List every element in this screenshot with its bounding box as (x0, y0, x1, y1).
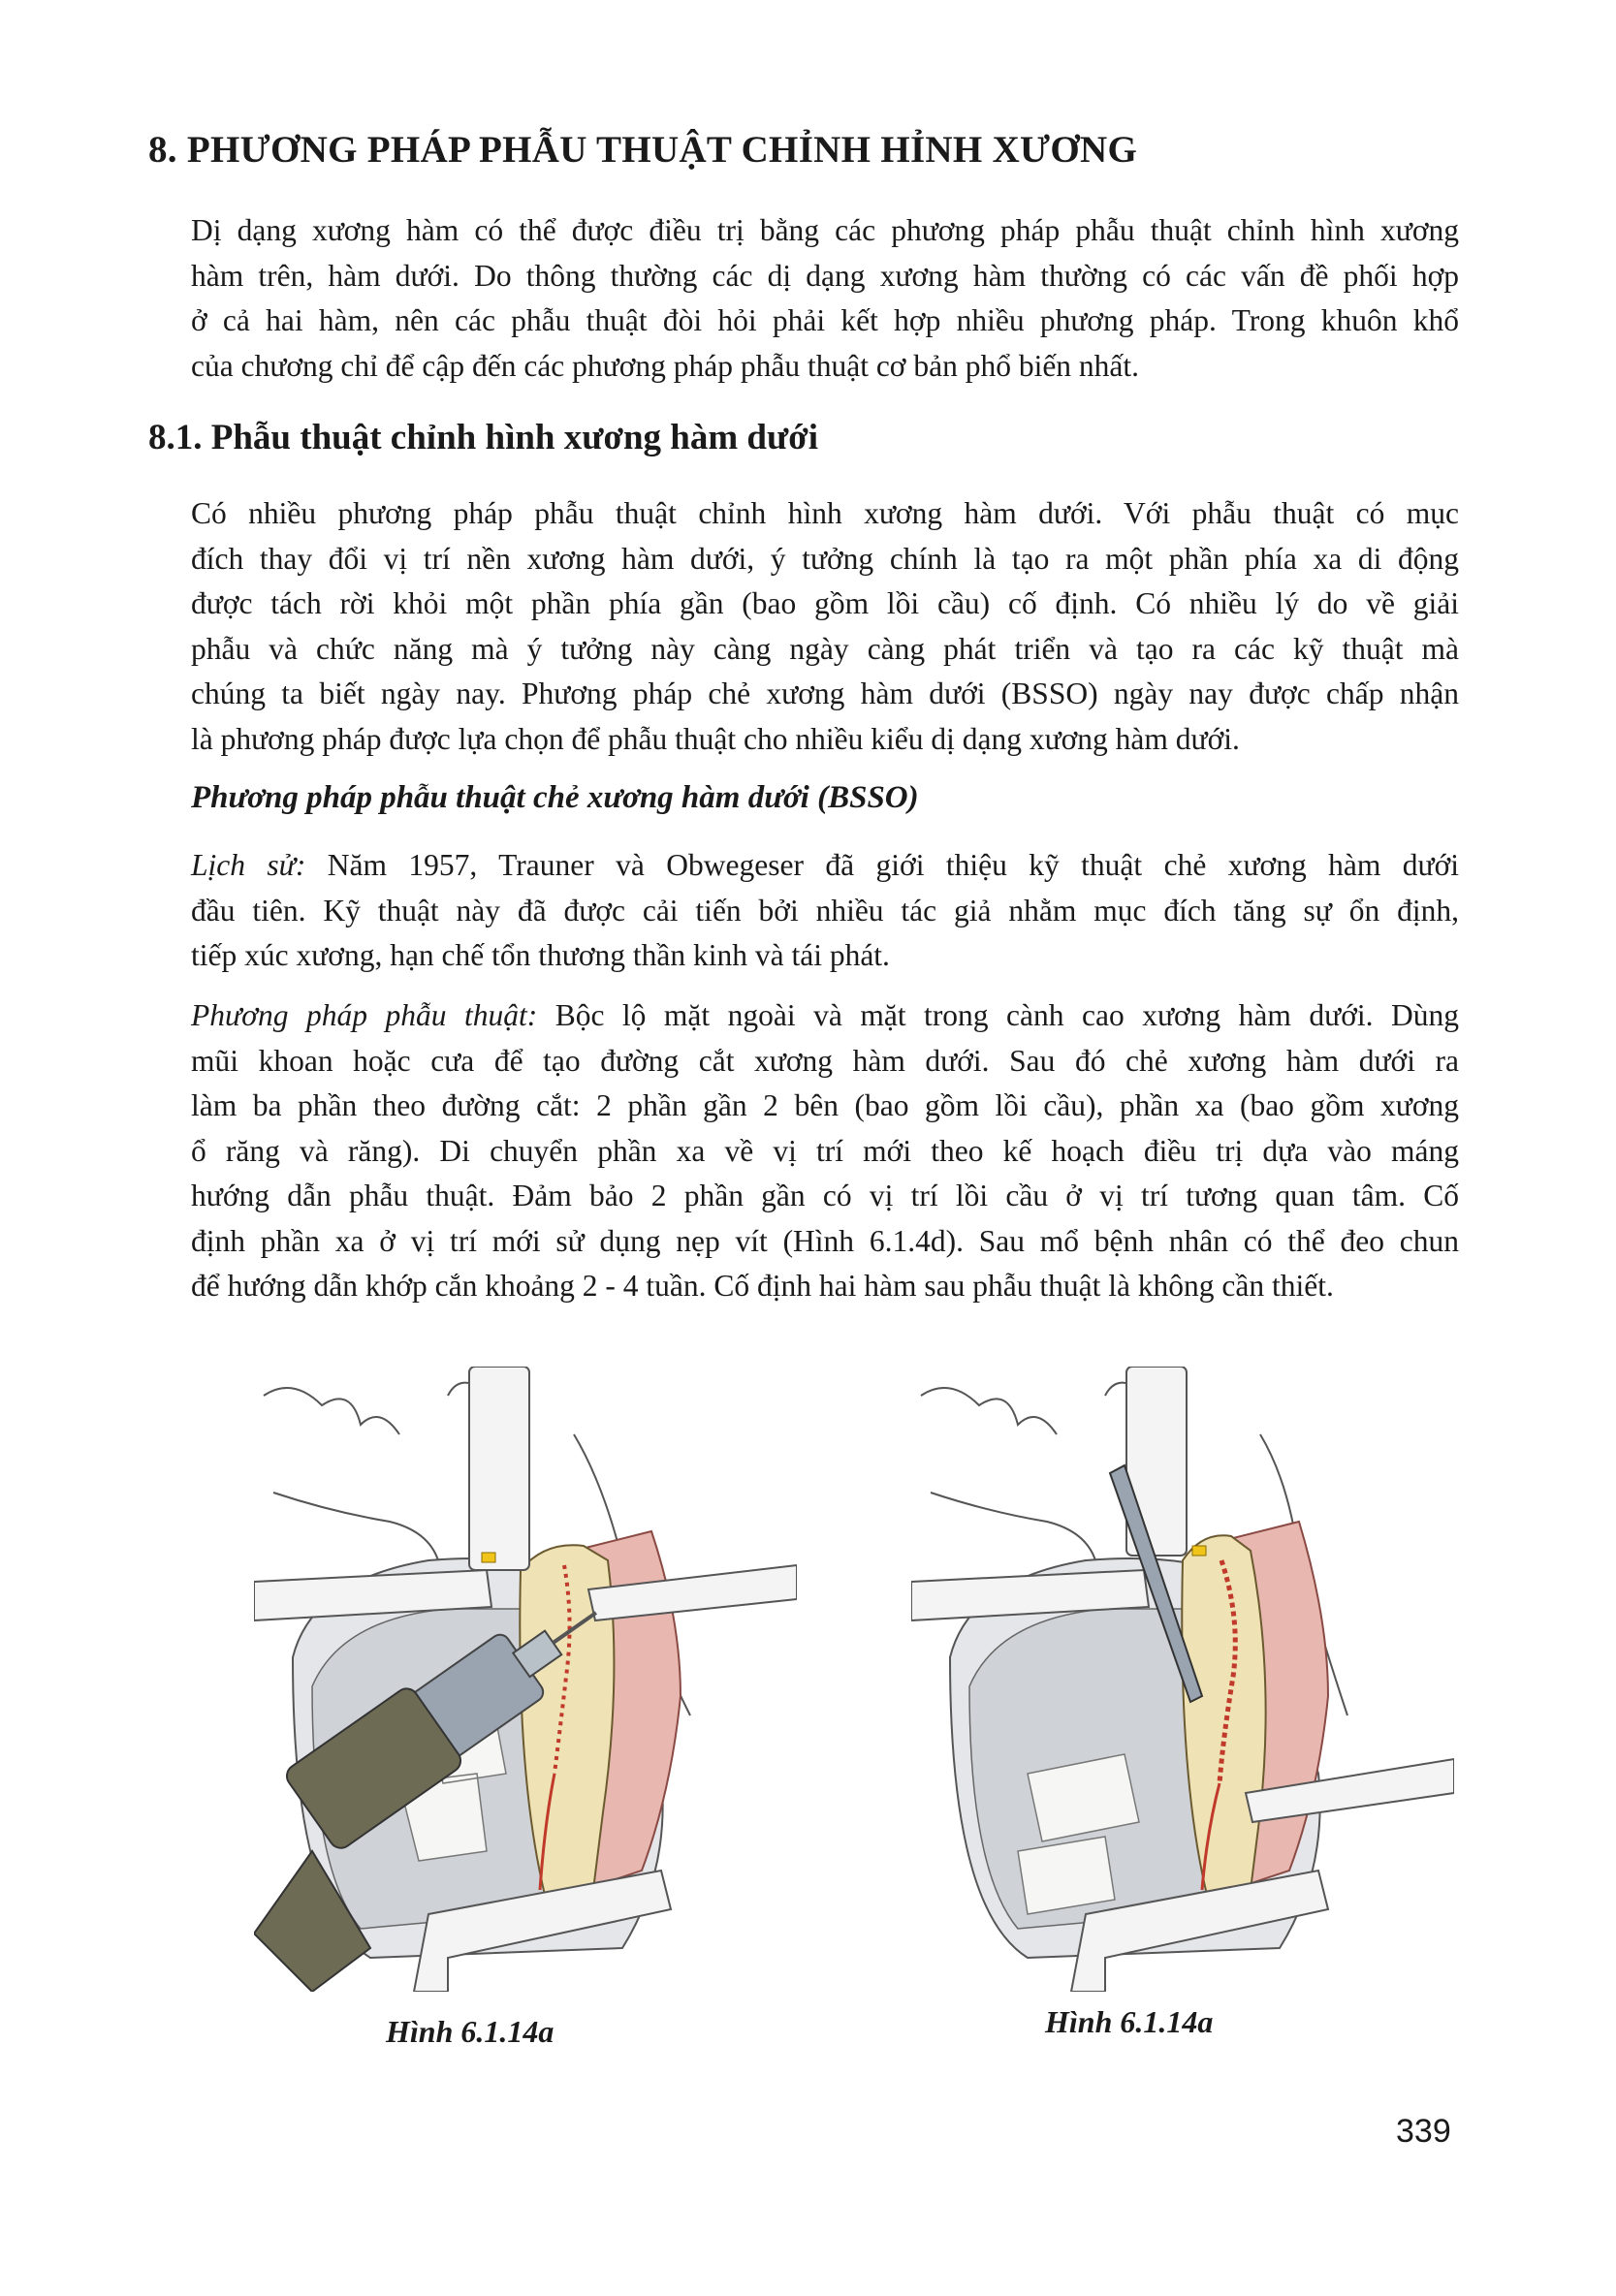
page-number: 339 (1396, 2113, 1451, 2150)
section-title: 8. PHƯƠNG PHÁP PHẪU THUẬT CHỈNH HỈNH XƯƠNG (148, 129, 1138, 171)
text-line: mũi khoan hoặc cưa để tạo đường cắt xương hàm dưới. Sau đó chẻ xương hàm dưới ra (191, 1043, 1459, 1078)
text-line: Có nhiều phương pháp phẫu thuật chỉnh hình xương hàm dưới. Với phẫu thuật có mục (191, 496, 1459, 530)
figure-drill-osteotomy (254, 1367, 797, 1992)
text-line: đầu tiên. Kỹ thuật này đã được cải tiến bởi nhiều tác giả nhằm mục đích tăng sự ổn định, (191, 893, 1459, 928)
text-line: được tách rời khỏi một phần phía gần (bao gồm lồi cầu) cố định. Có nhiều lý do về giải (191, 586, 1459, 620)
method-paragraph (191, 993, 1459, 1309)
figure-caption: Hình 6.1.14a (386, 2014, 555, 2049)
text-line: đích thay đổi vị trí nền xương hàm dưới, ý tưởng chính là tạo ra một phần phía xa di động (191, 541, 1459, 576)
text-line: chúng ta biết ngày nay. Phương pháp chẻ xương hàm dưới (BSSO) ngày nay được chấp nhận (191, 676, 1459, 710)
text-line (191, 993, 1459, 1039)
text-line (191, 843, 1459, 889)
subsection-title: 8.1. Phẫu thuật chỉnh hình xương hàm dưới (148, 418, 818, 457)
bsso-heading: Phương pháp phẫu thuật chẻ xương hàm dưới (BSSO) (191, 780, 919, 815)
text-line: để hướng dẫn khớp cắn khoảng 2 - 4 tuần. Cố định hai hàm sau phẫu thuật là không cần thiết. (191, 1269, 1334, 1303)
figure-caption: Hình 6.1.14a (1045, 2004, 1214, 2039)
text-line: hàm trên, hàm dưới. Do thông thường các dị dạng xương hàm thường có các vấn đề phối hợp (191, 258, 1459, 293)
method-text: Bộc lộ mặt ngoài và mặt trong cành cao xương hàm dưới. Dùng (537, 998, 1459, 1032)
intro-paragraph (191, 208, 1459, 389)
figure-saw-osteotomy (911, 1367, 1454, 1992)
text-line: phẫu và chức năng mà ý tưởng này càng ngày càng phát triển và tạo ra các kỹ thuật mà (191, 631, 1459, 666)
text-line: của chương chỉ để cập đến các phương pháp phẫu thuật cơ bản phổ biến nhất. (191, 348, 1140, 383)
history-text: Năm 1957, Trauner và Obwegeser đã giới thiệu kỹ thuật chẻ xương hàm dưới (305, 848, 1459, 882)
surgical-illustration-saw (911, 1367, 1454, 1992)
method-label: Phương pháp phẫu thuật: (191, 998, 538, 1032)
history-paragraph (191, 843, 1459, 979)
text-line: tiếp xúc xương, hạn chế tổn thương thần kinh và tái phát. (191, 938, 890, 972)
text-line: Dị dạng xương hàm có thể được điều trị bằng các phương pháp phẫu thuật chỉnh hình xương (191, 213, 1459, 247)
text-line: ở cả hai hàm, nên các phẫu thuật đòi hỏi phải kết hợp nhiều phương pháp. Trong khuôn khổ (191, 303, 1459, 337)
text-line: làm ba phần theo đường cắt: 2 phần gần 2 bên (bao gồm lồi cầu), phần xa (bao gồm xương (191, 1088, 1459, 1122)
text-line: là phương pháp được lựa chọn để phẫu thuật cho nhiều kiểu dị dạng xương hàm dưới. (191, 721, 1240, 756)
text-line: ổ răng và răng). Di chuyển phần xa về vị trí mới theo kế hoạch điều trị dựa vào máng (191, 1133, 1459, 1168)
text-line: hướng dẫn phẫu thuật. Đảm bảo 2 phần gần có vị trí lồi cầu ở vị trí tương quan tâm. Cố (191, 1179, 1459, 1212)
history-label: Lịch sử: (191, 848, 306, 882)
text-line: định phần xa ở vị trí mới sử dụng nẹp vít (Hình 6.1.4d). Sau mổ bệnh nhân có thể đeo chun (191, 1223, 1459, 1258)
subsection-paragraph (191, 491, 1459, 762)
surgical-illustration-drill (254, 1367, 797, 1992)
